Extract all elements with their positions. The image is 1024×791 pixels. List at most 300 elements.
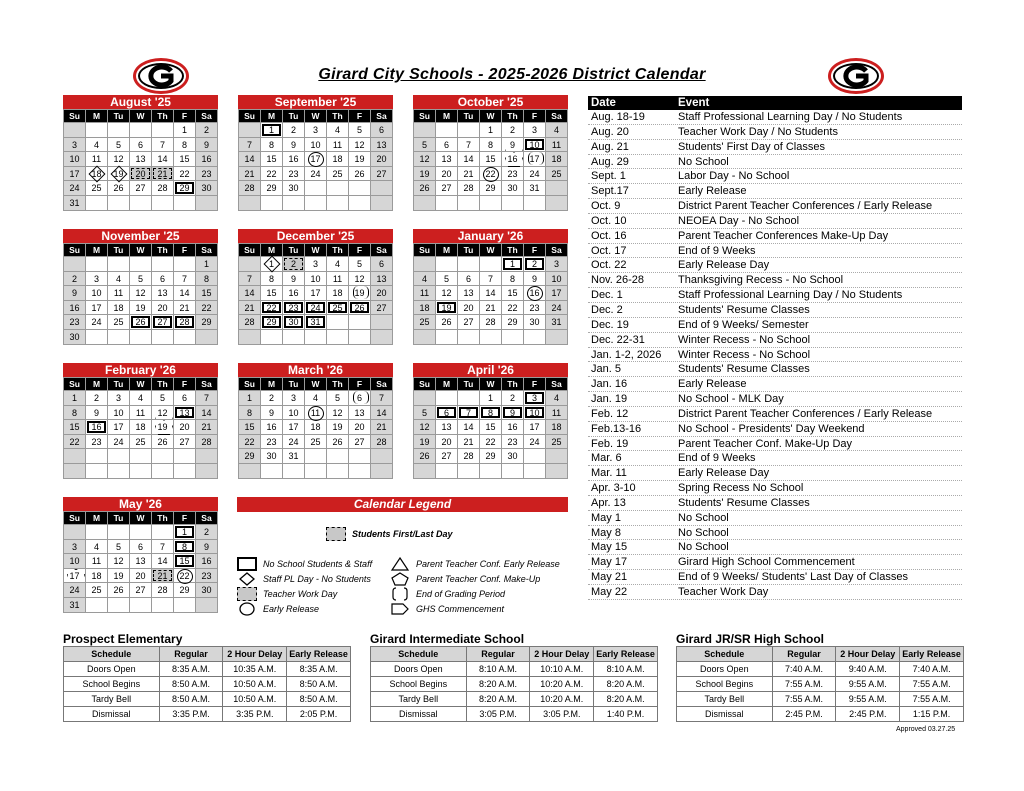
- day-cell: 7: [239, 272, 261, 287]
- event-date: Oct. 9: [591, 200, 621, 213]
- empty-cell: [152, 464, 174, 479]
- empty-cell: [152, 598, 174, 613]
- month-1: [238, 95, 393, 211]
- empty-cell: [86, 598, 108, 613]
- empty-cell: [64, 123, 86, 138]
- empty-cell: [458, 257, 480, 272]
- day-name: M: [261, 378, 283, 391]
- empty-cell: [349, 315, 371, 330]
- day-cell: 29: [480, 181, 502, 196]
- day-cell: 16: [502, 152, 524, 167]
- schedule-cell: 3:35 P.M.: [159, 707, 223, 722]
- circle-icon: [237, 602, 257, 616]
- day-cell: 16: [524, 286, 546, 301]
- legend-staff-pl: [237, 572, 371, 586]
- month-grid: [238, 109, 393, 211]
- day-name: Su: [64, 378, 86, 391]
- event-date: Mar. 11: [591, 467, 627, 480]
- event-row: [588, 570, 962, 585]
- day-cell: 11: [86, 152, 108, 167]
- school-name: Girard Intermediate School: [370, 632, 525, 646]
- day-name: M: [436, 110, 458, 123]
- day-cell: 27: [436, 181, 458, 196]
- day-name: M: [86, 378, 108, 391]
- schedule-cell: 8:50 A.M.: [287, 692, 351, 707]
- event-date: Apr. 3-10: [591, 482, 636, 495]
- event-description: Students' First Day of Classes: [678, 140, 825, 153]
- day-name: Tu: [458, 378, 480, 391]
- day-cell: 28: [239, 315, 261, 330]
- empty-cell: [414, 196, 436, 211]
- legend-ptc-makeup-label: Parent Teacher Conf. Make-Up: [416, 574, 541, 584]
- square-icon: [237, 557, 257, 571]
- empty-cell: [196, 464, 218, 479]
- schedule-cell: 1:15 P.M.: [900, 707, 964, 722]
- event-row: [588, 303, 962, 318]
- event-description: Winter Recess - No School: [678, 333, 811, 346]
- day-cell: 30: [283, 315, 305, 330]
- event-row: [588, 333, 962, 348]
- month-8: [413, 363, 568, 479]
- day-cell: 6: [152, 272, 174, 287]
- day-cell: 27: [349, 435, 371, 450]
- day-cell: 22: [480, 435, 502, 450]
- day-cell: 1: [480, 391, 502, 406]
- day-cell: 9: [196, 138, 218, 153]
- empty-cell: [130, 330, 152, 345]
- day-cell: 20: [371, 152, 393, 167]
- legend-teacher-work-label: Teacher Work Day: [263, 589, 338, 599]
- day-cell: 23: [283, 301, 305, 316]
- event-description: No School - Presidents' Day Weekend: [678, 422, 865, 435]
- schedule-table: [676, 646, 964, 722]
- empty-cell: [546, 181, 568, 196]
- day-cell: 13: [152, 286, 174, 301]
- schedule-header: 2 Hour Delay: [530, 647, 594, 662]
- event-row: [588, 229, 962, 244]
- day-cell: 13: [174, 406, 196, 421]
- day-cell: 4: [305, 391, 327, 406]
- day-cell: 4: [414, 272, 436, 287]
- schedule-cell: 8:20 A.M.: [594, 692, 658, 707]
- day-cell: 9: [283, 272, 305, 287]
- day-cell: 22: [261, 167, 283, 182]
- schedule-cell: 8:20 A.M.: [466, 677, 530, 692]
- day-cell: 27: [371, 167, 393, 182]
- diamond-icon: [237, 572, 257, 586]
- day-cell: 19: [327, 420, 349, 435]
- schedule-cell: 8:35 A.M.: [287, 662, 351, 677]
- day-name: F: [174, 110, 196, 123]
- event-date: Nov. 26-28: [591, 274, 644, 287]
- empty-cell: [349, 464, 371, 479]
- event-date: Dec. 1: [591, 289, 623, 302]
- day-cell: 13: [371, 272, 393, 287]
- day-cell: 29: [480, 449, 502, 464]
- day-cell: 6: [130, 138, 152, 153]
- month-4: [238, 229, 393, 345]
- day-cell: 20: [130, 167, 152, 182]
- day-cell: 26: [414, 181, 436, 196]
- empty-cell: [108, 123, 130, 138]
- day-cell: 22: [480, 167, 502, 182]
- event-description: End of 9 Weeks/ Students' Last Day of Classes: [678, 571, 908, 584]
- event-date: Jan. 16: [591, 378, 628, 391]
- day-cell: 24: [64, 583, 86, 598]
- empty-cell: [196, 598, 218, 613]
- day-name: Sa: [371, 244, 393, 257]
- day-cell: 16: [64, 301, 86, 316]
- day-cell: 5: [436, 272, 458, 287]
- empty-cell: [524, 196, 546, 211]
- schedule-cell: 7:55 A.M.: [900, 677, 964, 692]
- day-cell: 6: [371, 257, 393, 272]
- day-cell: 12: [108, 152, 130, 167]
- day-name: Su: [414, 244, 436, 257]
- day-name: Th: [502, 110, 524, 123]
- schedule-cell: 8:10 A.M.: [466, 662, 530, 677]
- event-description: End of 9 Weeks: [678, 452, 756, 465]
- day-cell: 11: [86, 554, 108, 569]
- schedule-cell: 10:20 A.M.: [530, 677, 594, 692]
- day-cell: 31: [283, 449, 305, 464]
- event-date: Oct. 16: [591, 229, 627, 242]
- day-cell: 8: [174, 138, 196, 153]
- day-cell: 3: [108, 391, 130, 406]
- approved-note: Approved 03.27.25: [896, 726, 956, 733]
- day-cell: 17: [64, 569, 86, 584]
- day-cell: 26: [349, 301, 371, 316]
- event-description: Early Release: [678, 378, 747, 391]
- table-row: [64, 677, 351, 692]
- event-description: No School - MLK Day: [678, 393, 784, 406]
- empty-cell: [371, 196, 393, 211]
- month-grid: [238, 377, 393, 479]
- legend-first-last-label: Students First/Last Day: [352, 529, 453, 539]
- empty-cell: [524, 449, 546, 464]
- empty-cell: [174, 257, 196, 272]
- day-cell: 11: [305, 406, 327, 421]
- page-title: Girard City Schools - 2025-2026 District Calendar: [318, 66, 706, 83]
- schedule-cell: Doors Open: [371, 662, 467, 677]
- schedule-1: [370, 632, 658, 722]
- empty-cell: [130, 464, 152, 479]
- day-cell: 31: [305, 315, 327, 330]
- day-name: M: [86, 244, 108, 257]
- day-name: W: [130, 110, 152, 123]
- day-cell: 24: [108, 435, 130, 450]
- day-cell: 12: [108, 554, 130, 569]
- day-cell: 22: [174, 569, 196, 584]
- empty-cell: [108, 330, 130, 345]
- day-cell: 23: [524, 301, 546, 316]
- day-cell: 24: [86, 315, 108, 330]
- day-cell: 19: [436, 301, 458, 316]
- day-cell: 2: [261, 391, 283, 406]
- empty-cell: [108, 464, 130, 479]
- day-cell: 21: [152, 167, 174, 182]
- event-row: [588, 288, 962, 303]
- day-name: Su: [64, 244, 86, 257]
- month-6: [63, 363, 218, 479]
- month-title: January '26: [413, 229, 568, 243]
- event-row: [588, 496, 962, 511]
- day-cell: 3: [64, 540, 86, 555]
- day-cell: 4: [546, 391, 568, 406]
- day-name: Su: [239, 244, 261, 257]
- day-cell: 20: [436, 167, 458, 182]
- day-cell: 5: [327, 391, 349, 406]
- day-name: M: [86, 110, 108, 123]
- empty-cell: [130, 123, 152, 138]
- schedule-cell: 8:10 A.M.: [594, 662, 658, 677]
- day-cell: 28: [458, 449, 480, 464]
- schedule-cell: 7:55 A.M.: [772, 692, 836, 707]
- day-cell: 30: [502, 181, 524, 196]
- day-cell: 12: [130, 286, 152, 301]
- day-cell: 24: [524, 435, 546, 450]
- day-cell: 29: [502, 315, 524, 330]
- empty-cell: [371, 464, 393, 479]
- event-row: [588, 140, 962, 155]
- empty-cell: [436, 391, 458, 406]
- day-cell: 17: [524, 152, 546, 167]
- day-name: F: [524, 110, 546, 123]
- day-cell: 9: [196, 540, 218, 555]
- event-date: Dec. 19: [591, 318, 629, 331]
- day-cell: 30: [502, 449, 524, 464]
- day-cell: 30: [196, 583, 218, 598]
- empty-cell: [458, 464, 480, 479]
- empty-cell: [305, 464, 327, 479]
- day-cell: 8: [502, 272, 524, 287]
- day-cell: 17: [86, 301, 108, 316]
- day-cell: 27: [371, 301, 393, 316]
- day-name: Th: [327, 244, 349, 257]
- day-cell: 29: [174, 583, 196, 598]
- day-cell: 7: [196, 391, 218, 406]
- day-name: Su: [239, 378, 261, 391]
- day-name: F: [524, 244, 546, 257]
- day-cell: 23: [196, 569, 218, 584]
- day-cell: 2: [283, 123, 305, 138]
- schedule-header: Schedule: [64, 647, 160, 662]
- day-name: Th: [327, 378, 349, 391]
- event-row: [588, 511, 962, 526]
- event-description: Parent Teacher Conf. Make-Up Day: [678, 437, 853, 450]
- event-row: [588, 407, 962, 422]
- legend-grading-label: End of Grading Period: [416, 589, 506, 599]
- day-cell: 11: [414, 286, 436, 301]
- day-name: Th: [152, 110, 174, 123]
- day-name: Su: [239, 110, 261, 123]
- event-description: Teacher Work Day: [678, 586, 769, 598]
- empty-cell: [436, 464, 458, 479]
- month-grid: [413, 243, 568, 345]
- day-name: Tu: [108, 512, 130, 525]
- empty-cell: [327, 330, 349, 345]
- day-cell: 28: [152, 181, 174, 196]
- empty-cell: [152, 123, 174, 138]
- day-cell: 24: [305, 167, 327, 182]
- day-cell: 11: [546, 406, 568, 421]
- legend-ghs: [390, 602, 504, 616]
- empty-cell: [480, 196, 502, 211]
- empty-cell: [239, 196, 261, 211]
- day-cell: 20: [152, 301, 174, 316]
- day-cell: 11: [327, 272, 349, 287]
- day-cell: 2: [64, 272, 86, 287]
- empty-cell: [305, 181, 327, 196]
- day-name: Sa: [196, 110, 218, 123]
- schedule-cell: 9:55 A.M.: [836, 677, 900, 692]
- empty-cell: [64, 449, 86, 464]
- day-cell: 4: [108, 272, 130, 287]
- events-header-event: Event: [678, 97, 710, 109]
- day-cell: 18: [327, 152, 349, 167]
- day-cell: 19: [414, 435, 436, 450]
- day-name: W: [305, 244, 327, 257]
- month-grid: [238, 243, 393, 345]
- schedule-cell: 7:40 A.M.: [772, 662, 836, 677]
- day-cell: 7: [371, 391, 393, 406]
- day-name: Tu: [108, 378, 130, 391]
- month-grid: [63, 377, 218, 479]
- day-cell: 23: [86, 435, 108, 450]
- day-cell: 30: [283, 181, 305, 196]
- pentagon-icon: [390, 572, 410, 586]
- day-cell: 10: [305, 138, 327, 153]
- empty-cell: [327, 196, 349, 211]
- events-header: [588, 96, 962, 110]
- event-description: Students' Resume Classes: [678, 363, 810, 376]
- day-cell: 9: [261, 406, 283, 421]
- day-cell: 16: [196, 152, 218, 167]
- day-cell: 18: [327, 286, 349, 301]
- day-cell: 24: [283, 435, 305, 450]
- day-cell: 9: [502, 138, 524, 153]
- empty-cell: [174, 598, 196, 613]
- empty-cell: [480, 330, 502, 345]
- day-cell: 10: [524, 406, 546, 421]
- event-row: [588, 526, 962, 541]
- empty-cell: [261, 196, 283, 211]
- day-cell: 17: [546, 286, 568, 301]
- event-description: Parent Teacher Conferences Make-Up Day: [678, 229, 889, 242]
- empty-cell: [458, 123, 480, 138]
- legend-grading: [390, 587, 505, 601]
- empty-cell: [480, 257, 502, 272]
- empty-cell: [261, 330, 283, 345]
- day-cell: 23: [64, 315, 86, 330]
- empty-cell: [349, 196, 371, 211]
- day-cell: 1: [174, 525, 196, 540]
- month-title: May '26: [63, 497, 218, 511]
- event-row: [588, 318, 962, 333]
- empty-cell: [414, 257, 436, 272]
- empty-cell: [371, 315, 393, 330]
- empty-cell: [436, 196, 458, 211]
- empty-cell: [261, 464, 283, 479]
- schedule-cell: 2:45 P.M.: [836, 707, 900, 722]
- schedule-cell: 8:20 A.M.: [466, 692, 530, 707]
- empty-cell: [546, 464, 568, 479]
- event-description: Teacher Work Day / No Students: [678, 125, 838, 138]
- day-name: Th: [152, 244, 174, 257]
- schedule-header: Schedule: [371, 647, 467, 662]
- empty-cell: [458, 196, 480, 211]
- day-cell: 5: [349, 257, 371, 272]
- event-row: [588, 422, 962, 437]
- day-cell: 22: [174, 167, 196, 182]
- day-cell: 28: [371, 435, 393, 450]
- schedule-cell: 2:45 P.M.: [772, 707, 836, 722]
- day-cell: 3: [524, 123, 546, 138]
- day-cell: 16: [502, 420, 524, 435]
- empty-cell: [174, 330, 196, 345]
- schedule-cell: Tardy Bell: [64, 692, 160, 707]
- day-cell: 31: [64, 598, 86, 613]
- day-cell: 20: [174, 420, 196, 435]
- day-name: F: [349, 378, 371, 391]
- event-date: Aug. 20: [591, 125, 629, 138]
- day-cell: 25: [546, 435, 568, 450]
- empty-cell: [239, 330, 261, 345]
- day-cell: 3: [546, 257, 568, 272]
- day-cell: 19: [108, 569, 130, 584]
- event-date: May 22: [591, 586, 628, 598]
- schedule-table: [63, 646, 351, 722]
- day-cell: 21: [239, 301, 261, 316]
- day-cell: 13: [130, 554, 152, 569]
- day-cell: 25: [327, 301, 349, 316]
- day-cell: 29: [196, 315, 218, 330]
- day-cell: 24: [546, 301, 568, 316]
- empty-cell: [64, 525, 86, 540]
- day-cell: 14: [458, 152, 480, 167]
- day-cell: 25: [130, 435, 152, 450]
- legend-ptc-makeup: [390, 572, 540, 586]
- event-row: [588, 258, 962, 273]
- day-name: W: [130, 244, 152, 257]
- day-cell: 23: [502, 435, 524, 450]
- event-date: May 21: [591, 571, 628, 584]
- day-cell: 16: [261, 420, 283, 435]
- event-description: Early Release Day: [678, 467, 770, 480]
- day-cell: 26: [130, 315, 152, 330]
- schedule-cell: 10:10 A.M.: [530, 662, 594, 677]
- empty-cell: [152, 196, 174, 211]
- month-grid: [63, 109, 218, 211]
- day-cell: 17: [283, 420, 305, 435]
- day-cell: 9: [502, 406, 524, 421]
- day-cell: 17: [305, 152, 327, 167]
- day-cell: 2: [86, 391, 108, 406]
- day-cell: 25: [305, 435, 327, 450]
- day-cell: 21: [371, 420, 393, 435]
- day-cell: 11: [546, 138, 568, 153]
- day-name: M: [261, 244, 283, 257]
- empty-cell: [283, 196, 305, 211]
- event-date: Oct. 17: [591, 244, 627, 257]
- legend-first-last: [326, 527, 453, 541]
- day-name: Th: [327, 110, 349, 123]
- day-cell: 8: [239, 406, 261, 421]
- day-cell: 10: [108, 406, 130, 421]
- empty-cell: [502, 330, 524, 345]
- day-cell: 22: [502, 301, 524, 316]
- empty-cell: [196, 330, 218, 345]
